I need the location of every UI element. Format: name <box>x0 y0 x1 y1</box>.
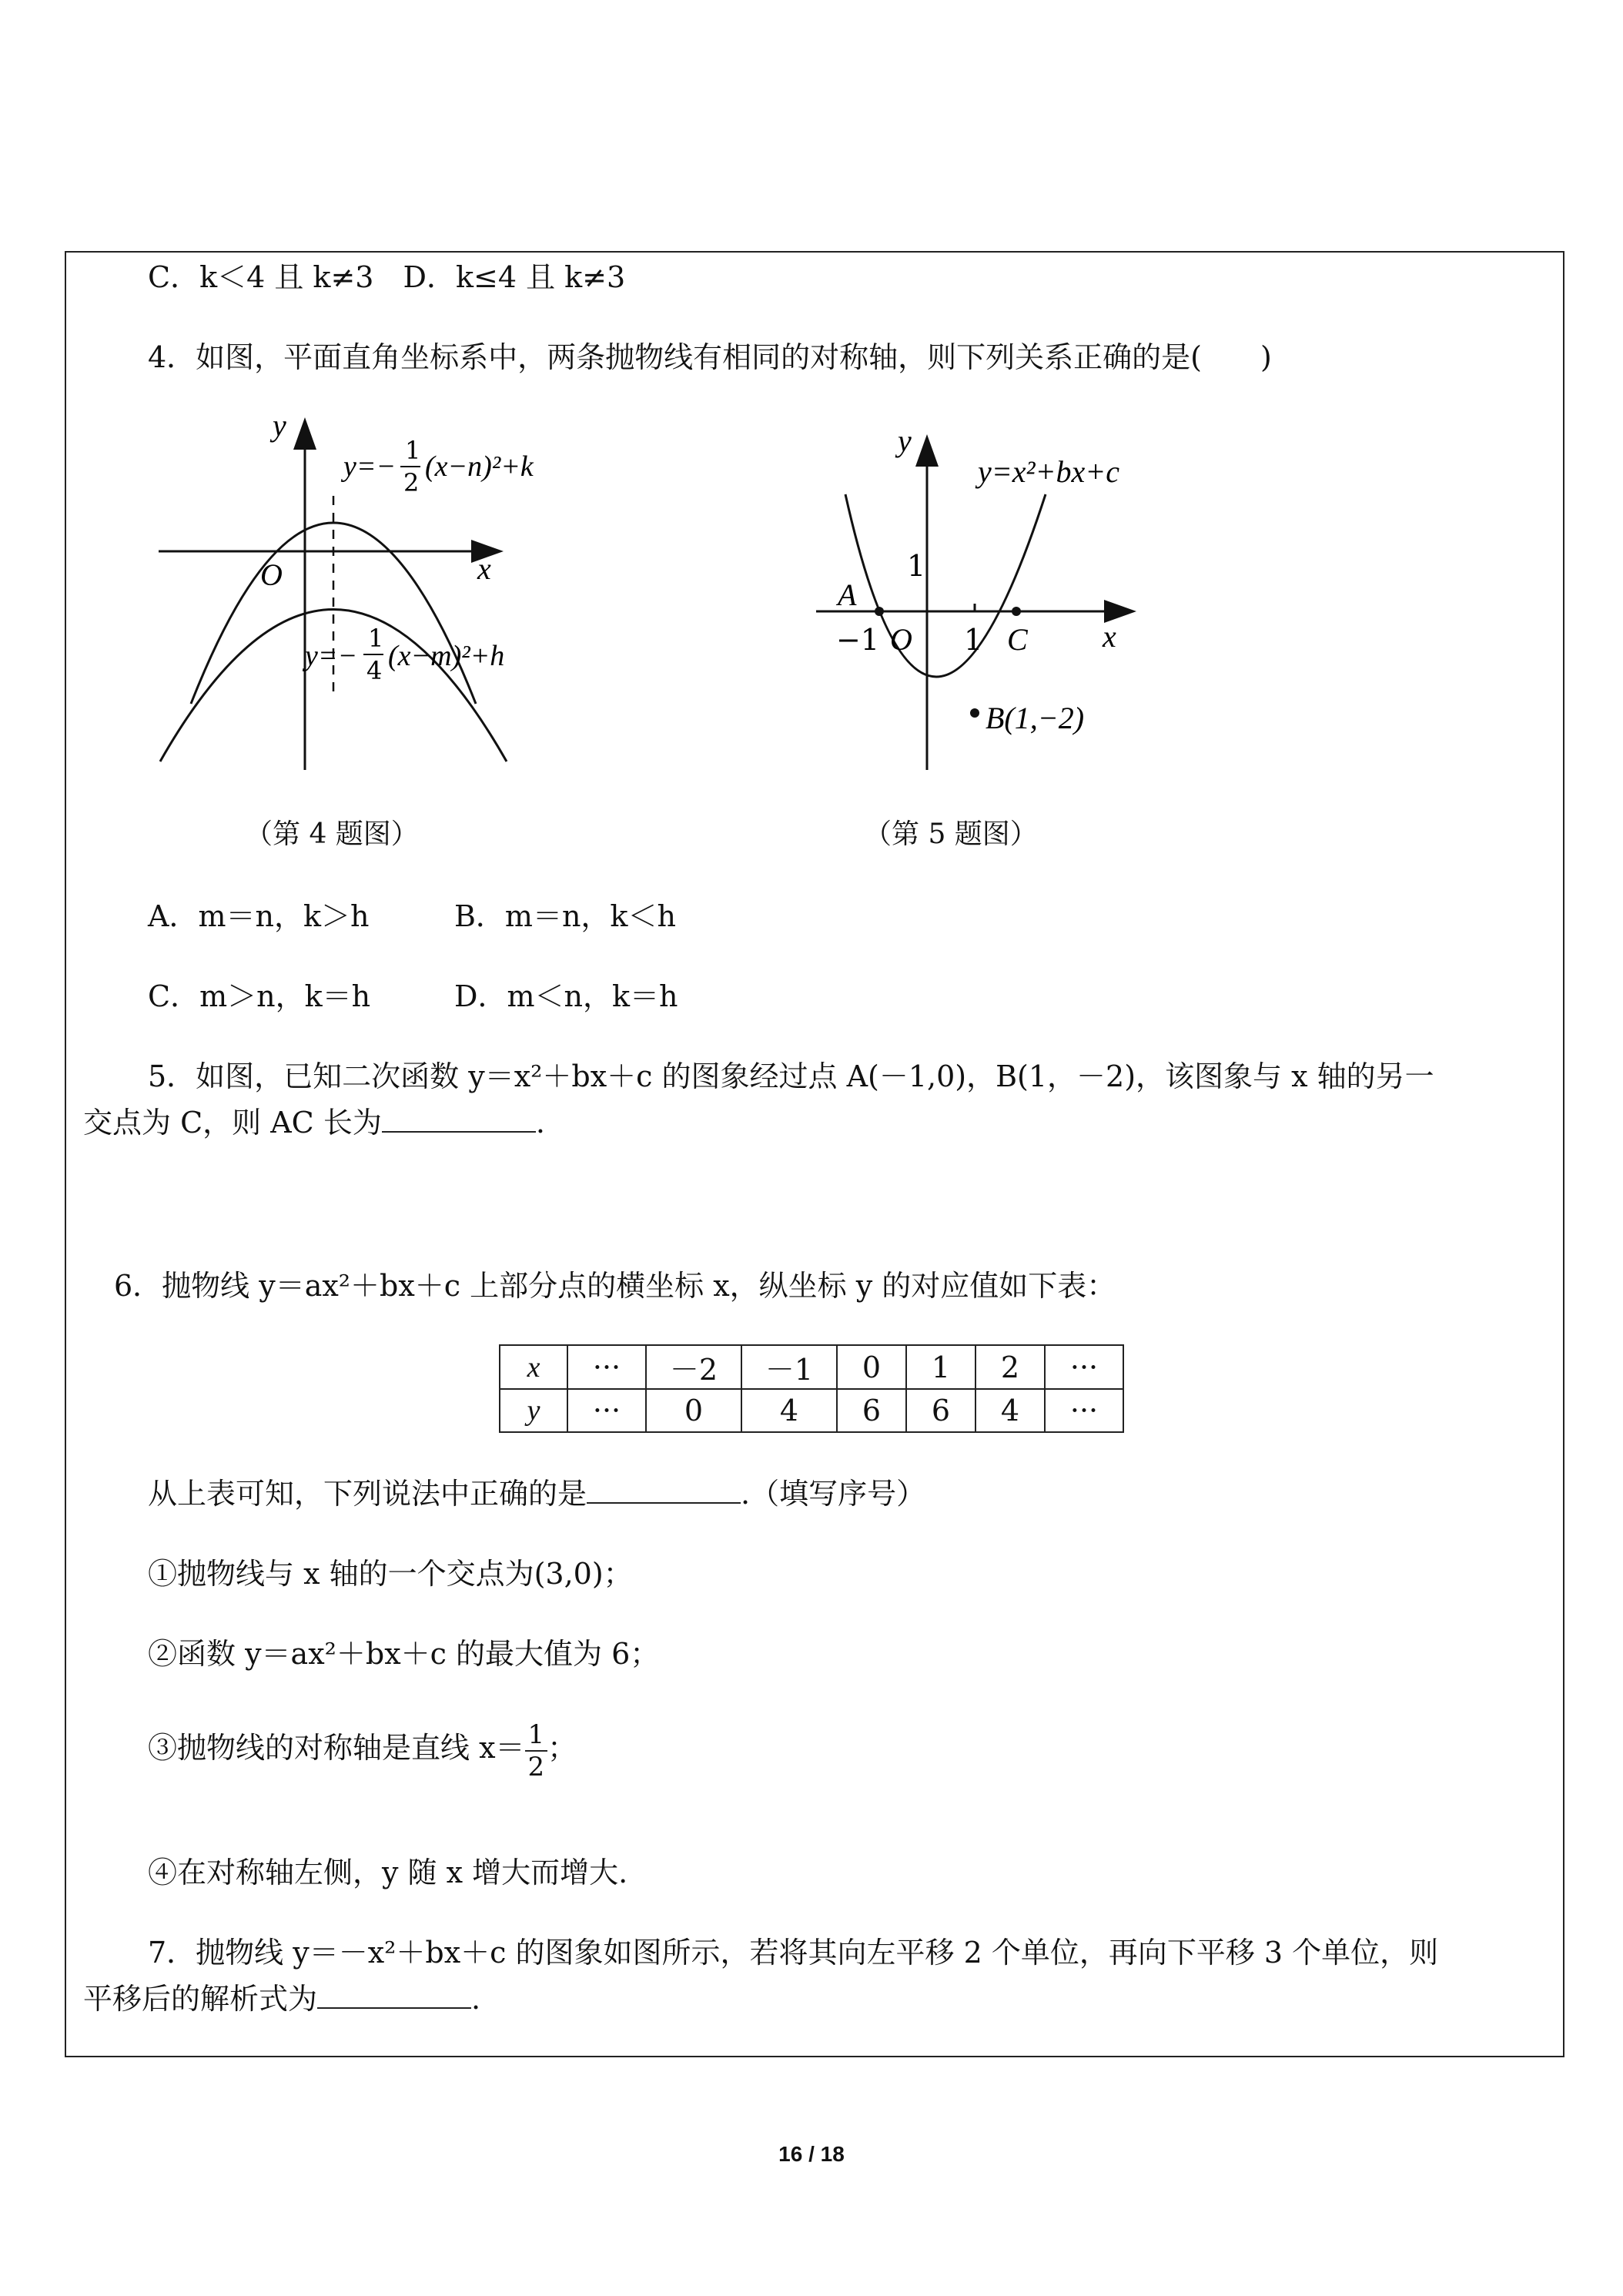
q5-stem-line1: 5．如图，已知二次函数 y＝x²＋bx＋c 的图象经过点 A(－1,0)，B(1，－2)，该图象与 x 轴的另一 <box>148 1059 1434 1093</box>
table-cell: x <box>500 1345 567 1389</box>
q4-curve1-den: 2 <box>403 468 420 497</box>
table-cell: 2 <box>975 1345 1045 1389</box>
q6-statement-1: ①抛物线与 x 轴的一个交点为(3,0)； <box>148 1557 633 1591</box>
q6-statement-3-text: ③抛物线的对称轴是直线 x＝ <box>148 1731 525 1765</box>
table-cell: －1 <box>741 1345 837 1389</box>
page-number: 16 / 18 <box>778 2142 845 2166</box>
table-cell: 0 <box>646 1389 741 1432</box>
q7-answer-blank <box>317 1984 471 2009</box>
q4-figure-caption: （第 4 题图） <box>245 818 419 850</box>
q6-prompt-end: .（填写序号） <box>741 1477 926 1511</box>
q4-origin-label: O <box>260 557 283 592</box>
q5-stem-line2-text: 交点为 C，则 AC 长为 <box>83 1106 382 1140</box>
q5-figure-caption: （第 5 题图） <box>864 818 1038 850</box>
q5-tick-y1: 1 <box>907 549 926 583</box>
q5-label-A: A <box>838 577 857 612</box>
q6-statement-3-end: ； <box>547 1731 577 1765</box>
q6-fraction-den: 2 <box>527 1751 545 1782</box>
q4-option-D: D．m＜n，k＝h <box>454 979 678 1013</box>
q5-label-C: C <box>1007 622 1028 657</box>
q5-stem-line2-end: . <box>535 1106 545 1140</box>
table-cell: 1 <box>906 1345 975 1389</box>
q5-point-C <box>1012 607 1021 616</box>
q5-y-label: y <box>898 423 912 458</box>
table-cell: 6 <box>906 1389 975 1432</box>
q6-fraction-num: 1 <box>525 1719 548 1752</box>
q6-prompt-text: 从上表可知，下列说法中正确的是 <box>148 1477 587 1511</box>
table-cell: 6 <box>837 1389 906 1432</box>
q5-label-B: B(1,−2) <box>986 701 1085 735</box>
q5-tick-1: 1 <box>964 623 983 657</box>
q5-point-A <box>875 607 884 616</box>
q5-point-B <box>970 708 979 718</box>
q4-option-B: B．m＝n，k＜h <box>454 899 676 933</box>
q6-table-row-y <box>500 1389 1123 1432</box>
q5-origin-label: O <box>890 622 912 657</box>
table-cell: ··· <box>1045 1345 1123 1389</box>
q4-x-label: x <box>477 551 491 586</box>
q7-stem-line1: 7．抛物线 y＝－x²＋bx＋c 的图象如图所示，若将其向左平移 2 个单位，再向下平移 3 个单位，则 <box>148 1936 1439 1970</box>
q4-stem: 4．如图，平面直角坐标系中，两条抛物线有相同的对称轴，则下列关系正确的是( ) <box>148 340 1272 374</box>
q6-answer-blank <box>587 1479 741 1504</box>
q4-curve2-num: 1 <box>368 624 384 653</box>
q4-option-C: C．m＞n，k＝h <box>148 979 371 1013</box>
q6-stem: 6．抛物线 y＝ax²＋bx＋c 上部分点的横坐标 x，纵坐标 y 的对应值如下表： <box>114 1269 1116 1303</box>
q4-curve2-suffix: (x−m)²+h <box>388 640 505 672</box>
q4-option-A: A．m＝n，k＞h <box>148 899 370 933</box>
table-cell: y <box>500 1389 567 1432</box>
q7-stem-line2 <box>83 1982 480 2016</box>
q6-value-table <box>499 1344 1124 1433</box>
table-cell: ··· <box>567 1389 646 1432</box>
q7-stem-line2-end: . <box>471 1982 481 2016</box>
q6-prompt <box>148 1477 925 1511</box>
q5-x-label: x <box>1103 619 1116 654</box>
q4-curve2-den: 4 <box>366 656 383 685</box>
q4-y-label: y <box>273 411 286 443</box>
q6-statement-3 <box>148 1711 577 1785</box>
q7-stem-line2-text: 平移后的解析式为 <box>83 1982 318 2016</box>
table-cell: 4 <box>741 1389 837 1432</box>
q6-table-row-x <box>500 1345 1123 1389</box>
q4-curve1-suffix: (x−n)²+k <box>425 450 534 483</box>
q6-fraction-half <box>525 1719 548 1782</box>
q4-curve1-prefix: y=− <box>343 450 397 483</box>
table-cell: 4 <box>975 1389 1045 1432</box>
table-cell: －2 <box>646 1345 741 1389</box>
q5-stem-line2 <box>83 1106 545 1140</box>
q5-tick-neg1: −1 <box>836 623 880 657</box>
table-cell: ··· <box>567 1345 646 1389</box>
table-cell: ··· <box>1045 1389 1123 1432</box>
q3-options-tail: C．k＜4 且 k≠3 D．k≤4 且 k≠3 <box>148 260 626 294</box>
q4-curve2-prefix: y=− <box>305 640 358 672</box>
table-cell: 0 <box>837 1345 906 1389</box>
q6-statement-2: ②函数 y＝ax²＋bx＋c 的最大值为 6； <box>148 1637 660 1671</box>
q5-answer-blank <box>382 1108 536 1133</box>
q4-curve1-num: 1 <box>405 436 421 465</box>
q6-statement-4: ④在对称轴左侧，y 随 x 增大而增大. <box>148 1856 628 1889</box>
q5-func-label: y=x²+bx+c <box>978 454 1119 489</box>
q4-figure <box>145 411 576 773</box>
q5-figure <box>815 422 1153 771</box>
